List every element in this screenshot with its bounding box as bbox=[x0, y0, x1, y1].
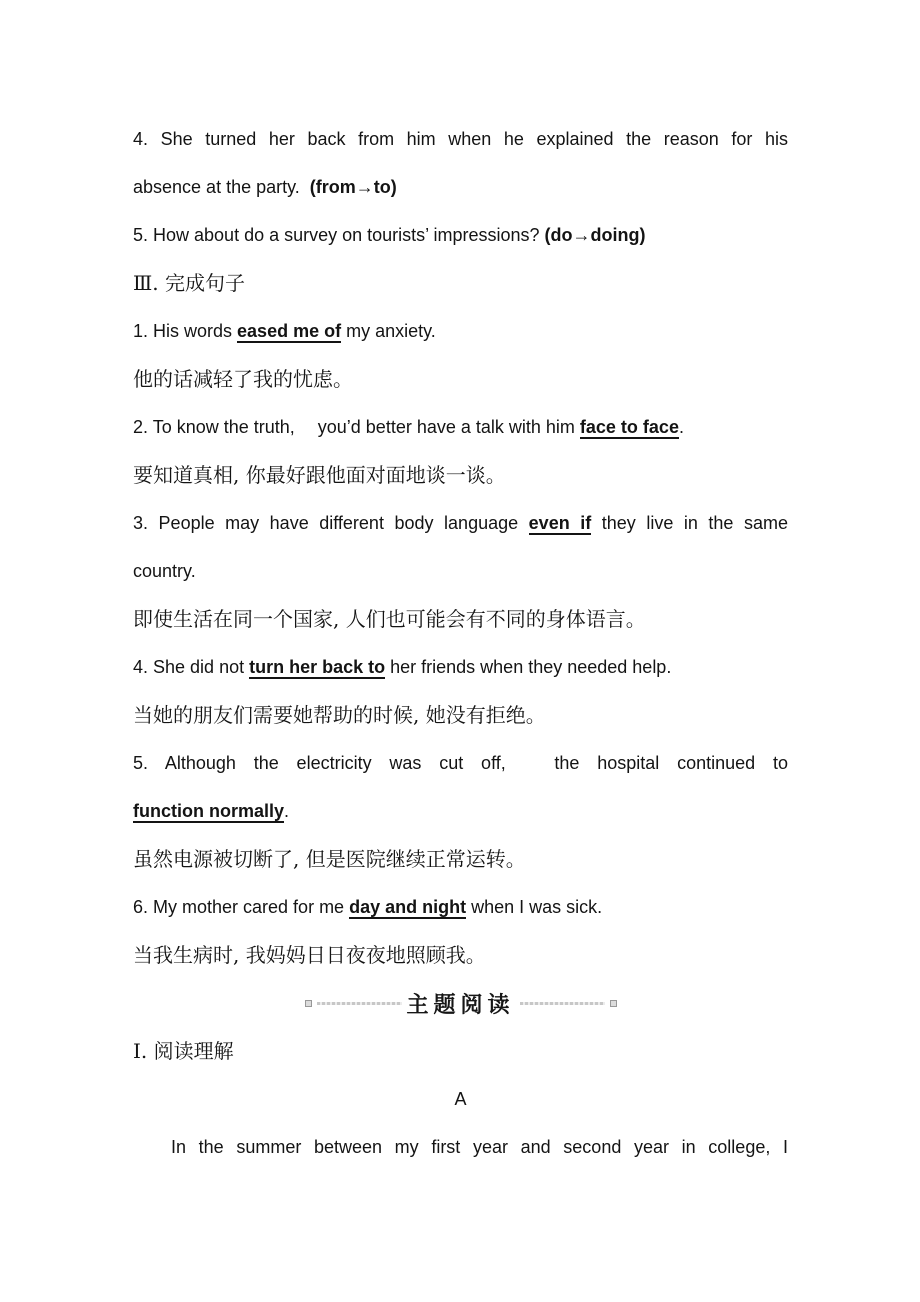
text-segment: when I was sick. bbox=[466, 897, 603, 917]
text-line bbox=[133, 211, 788, 259]
text-segment: her friends when they needed help. bbox=[385, 657, 672, 677]
section-banner bbox=[133, 979, 788, 1027]
text-line bbox=[133, 1075, 788, 1123]
text-segment: turn her back to bbox=[249, 657, 386, 677]
text-segment: 当她的朋友们需要她帮助的时候, 她没有拒绝。 bbox=[133, 703, 546, 727]
banner-line-left bbox=[317, 1002, 402, 1005]
text-segment: 5. How about do a survey on tourists’ impressions? bbox=[133, 225, 545, 245]
text-segment: 5. Although the electricity was cut off, the hospital continued to bbox=[133, 753, 788, 773]
text-segment: 4. She did not bbox=[133, 657, 250, 677]
text-segment: function normally bbox=[133, 801, 285, 821]
text-segment: In the summer between my first year and second year in college, I bbox=[171, 1137, 788, 1157]
text-segment: absence at the party. bbox=[133, 177, 310, 197]
text-line bbox=[133, 499, 788, 547]
text-line bbox=[133, 739, 788, 787]
square-ornament-left-icon bbox=[305, 1000, 312, 1007]
text-segment: eased me of bbox=[237, 321, 342, 341]
text-segment: 即使生活在同一个国家, 人们也可能会有不同的身体语言。 bbox=[133, 607, 646, 631]
text-segment: . bbox=[678, 417, 684, 437]
text-segment: 3. People may have different body language bbox=[133, 513, 529, 533]
text-line bbox=[133, 691, 788, 739]
text-segment: 2. To know the truth, you’d better have a talk with him bbox=[133, 417, 580, 437]
text-segment: face to face bbox=[579, 417, 679, 437]
text-segment: day and night bbox=[349, 897, 467, 917]
text-segment: they live in the same bbox=[591, 513, 788, 533]
text-segment: my anxiety. bbox=[341, 321, 436, 341]
text-line bbox=[133, 787, 788, 835]
text-segment: country. bbox=[133, 561, 196, 581]
text-segment: 他的话减轻了我的忧虑。 bbox=[133, 367, 353, 391]
text-segment: 虽然电源被切断了, 但是医院继续正常运转。 bbox=[133, 847, 526, 871]
text-segment: A bbox=[454, 1089, 467, 1109]
text-line bbox=[133, 595, 788, 643]
text-line bbox=[133, 307, 788, 355]
text-segment: Ⅲ. 完成句子 bbox=[133, 271, 246, 295]
text-line bbox=[133, 1123, 788, 1171]
text-segment: . bbox=[284, 801, 290, 821]
banner-line-right bbox=[520, 1002, 605, 1005]
text-line bbox=[133, 403, 788, 451]
text-line bbox=[133, 355, 788, 403]
text-line bbox=[133, 259, 788, 307]
text-segment: 1. His words bbox=[133, 321, 238, 341]
text-segment: 4. She turned her back from him when he explained the reason for his bbox=[133, 129, 788, 149]
text-line bbox=[133, 451, 788, 499]
text-segment: Ⅰ. 阅读理解 bbox=[133, 1039, 234, 1063]
square-ornament-right-icon bbox=[610, 1000, 617, 1007]
text-line bbox=[133, 1027, 788, 1075]
banner-title: 主题阅读 bbox=[406, 991, 515, 1017]
section-banner-inner bbox=[305, 988, 617, 1019]
text-line bbox=[133, 163, 788, 211]
text-segment: 要知道真相, 你最好跟他面对面地谈一谈。 bbox=[133, 463, 506, 487]
text-line bbox=[133, 115, 788, 163]
text-segment: (from→to) bbox=[309, 177, 397, 197]
text-segment: even if bbox=[528, 513, 592, 533]
text-line bbox=[133, 547, 788, 595]
text-line bbox=[133, 643, 788, 691]
document-content bbox=[133, 115, 788, 1171]
text-line bbox=[133, 883, 788, 931]
text-line bbox=[133, 835, 788, 883]
text-segment: (do→doing) bbox=[544, 225, 646, 245]
text-line bbox=[133, 931, 788, 979]
text-segment: 当我生病时, 我妈妈日日夜夜地照顾我。 bbox=[133, 943, 486, 967]
text-segment: 6. My mother cared for me bbox=[133, 897, 350, 917]
